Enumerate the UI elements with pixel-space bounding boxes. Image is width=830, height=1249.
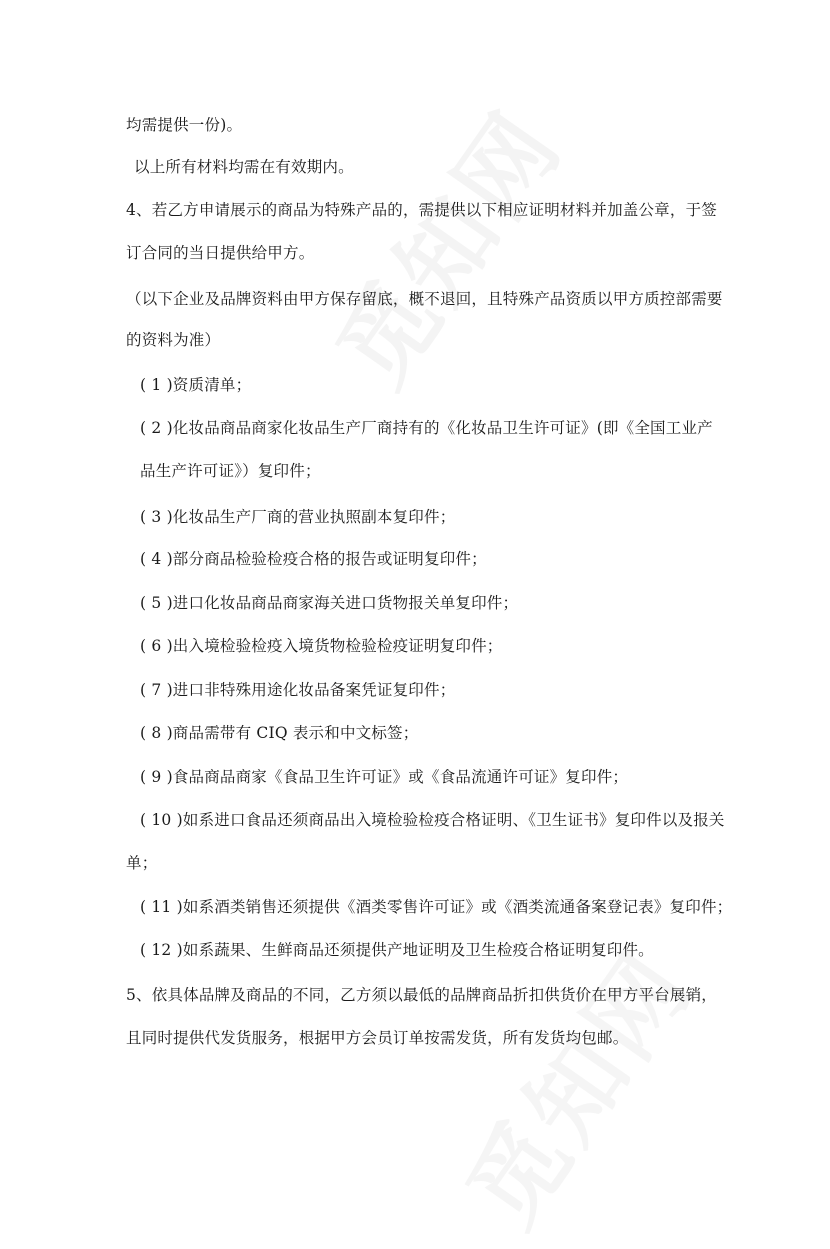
text-line: （以下企业及品牌资料由甲方保存留底，概不退回，且特殊产品资质以甲方质控部需要	[126, 290, 723, 308]
text-line: 订合同的当日提供给甲方。	[126, 244, 315, 262]
list-item: ( 5 )进口化妆品商品商家海关进口货物报关单复印件；	[140, 594, 519, 612]
list-item: ( 8 )商品需带有 CIQ 表示和中文标签；	[140, 724, 419, 742]
text-line: 以上所有材料均需在有效期内。	[134, 158, 354, 176]
watermark	[300, 79, 588, 408]
text-line: 均需提供一份)。	[126, 116, 243, 134]
list-item: ( 6 )出入境检验检疫入境货物检验检疫证明复印件；	[140, 637, 503, 655]
list-item: ( 12 )如系蔬果、生鲜商品还须提供产地证明及卫生检疫合格证明复印件。	[140, 941, 654, 959]
list-item: ( 9 )食品商品商家《食品卫生许可证》或《食品流通许可证》复印件；	[140, 768, 629, 786]
text-line: 5、依具体品牌及商品的不同，乙方须以最低的品牌商品折扣供货价在甲方平台展销，	[126, 986, 717, 1004]
text-line: 且同时提供代发货服务，根据甲方会员订单按需发货，所有发货均包邮。	[126, 1029, 629, 1047]
list-item: ( 10 )如系进口食品还须商品出入境检验检疫合格证明、《卫生证书》复印件以及报关	[140, 811, 725, 829]
watermark-secondary	[430, 919, 718, 1248]
list-item: ( 1 )资质清单；	[140, 376, 252, 394]
list-item: ( 2 )化妆品商品商家化妆品生产厂商持有的《化妆品卫生许可证》(即《全国工业产	[140, 419, 713, 437]
list-item: ( 7 )进口非特殊用途化妆品备案凭证复印件；	[140, 681, 456, 699]
text-line: 4、若乙方申请展示的商品为特殊产品的，需提供以下相应证明材料并加盖公章，于签	[126, 201, 717, 219]
list-item: ( 3 )化妆品生产厂商的营业执照副本复印件；	[140, 508, 456, 526]
text-line: 的资料为准）	[126, 331, 221, 349]
list-item: ( 11 )如系酒类销售还须提供《酒类零售许可证》或《酒类流通备案登记表》复印件；	[140, 898, 733, 916]
list-item: ( 4 )部分商品检验检疫合格的报告或证明复印件；	[140, 550, 487, 568]
list-item-continuation: 单；	[126, 854, 158, 872]
list-item-continuation: 品生产许可证》）复印件；	[140, 462, 321, 480]
